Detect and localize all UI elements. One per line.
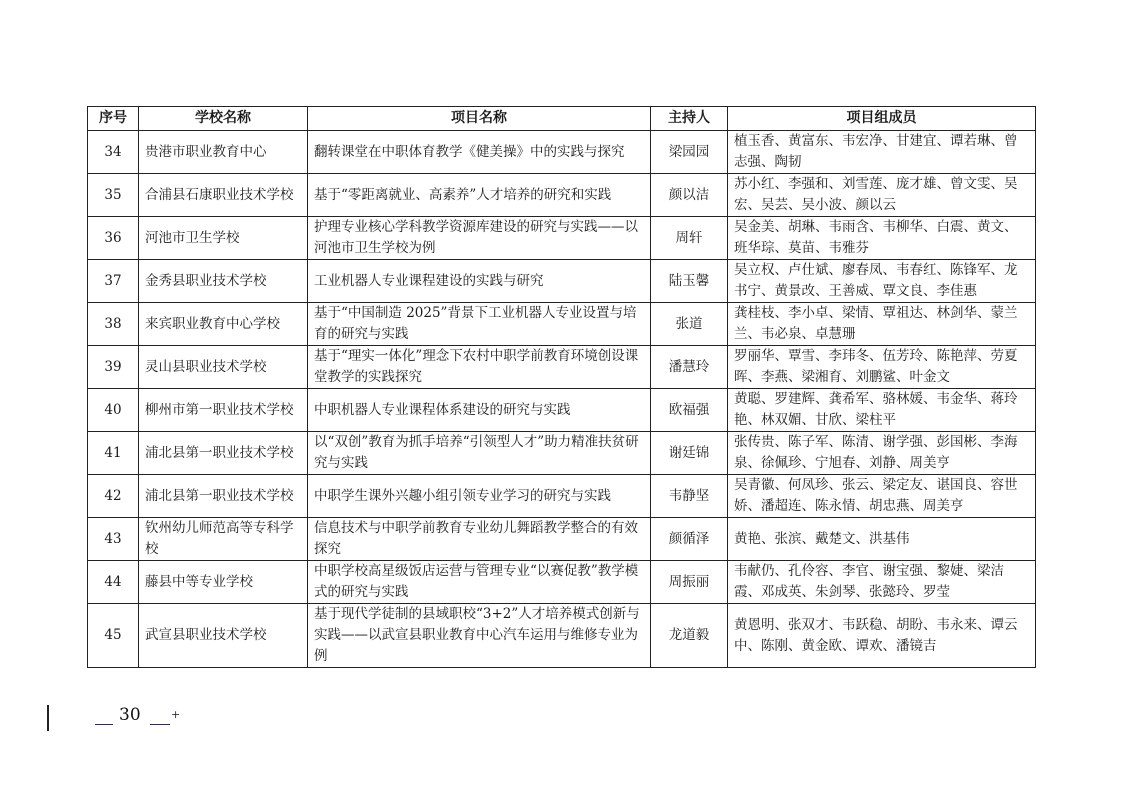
table-row [88,217,1036,260]
cell-project [308,389,651,432]
cell-host: 谢廷锦 [651,432,728,475]
cell-no: 37 [88,260,139,303]
cell-project [308,174,651,217]
school-text: 贵港市职业教育中心 [145,143,267,160]
project-text: 基于“理实一体化”理念下农村中职学前教育环境创设课堂教学的实践探究 [314,348,639,385]
members-text: 韦献仍、孔伶容、李官、谢宝强、黎婕、梁洁霞、邓成英、朱剑琴、张懿玲、罗莹 [734,563,1004,600]
cell-host: 周轩 [651,217,728,260]
school-text: 浦北县第一职业技术学校 [145,487,294,504]
cell-school [139,131,308,174]
table-header-row [88,107,1036,131]
table-row [88,346,1036,389]
project-text: 信息技术与中职学前教育专业幼儿舞蹈教学整合的有效探究 [314,520,638,557]
table-row [88,432,1036,475]
cell-host: 潘慧玲 [651,346,728,389]
project-text: 中职机器人专业课程体系建设的研究与实践 [314,401,571,418]
cell-no: 44 [88,561,139,604]
cell-project [308,346,651,389]
cell-host: 陆玉馨 [651,260,728,303]
cell-members [728,389,1036,432]
table-row [88,518,1036,561]
cell-members [728,217,1036,260]
members-text: 吴金美、胡琳、韦雨含、韦柳华、白震、黄文、班华琮、莫苗、韦雅芬 [734,219,1018,256]
cell-school [139,303,308,346]
project-text: 护理专业核心学科教学资源库建设的研究与实践——以河池市卫生学校为例 [314,219,638,256]
school-text: 藤县中等专业学校 [145,573,253,590]
cell-school [139,432,308,475]
cell-school [139,475,308,518]
members-text: 吴青徽、何凤珍、张云、梁定友、谌国良、容世娇、潘超连、陈永情、胡忠燕、周美亨 [734,477,1018,514]
members-text: 黄艳、张滨、戴楚文、洪基伟 [734,530,910,547]
cell-school [139,389,308,432]
school-text: 河池市卫生学校 [145,229,240,246]
cell-school [139,217,308,260]
school-text: 钦州幼儿师范高等专科学校 [145,520,294,557]
project-text: 基于“零距离就业、高素养”人才培养的研究和实践 [314,186,612,203]
members-text: 罗丽华、覃雪、李玮冬、伍芳玲、陈艳萍、劳夏晖、李燕、梁湘育、刘鹏鲨、叶金文 [734,348,1018,385]
cell-no: 43 [88,518,139,561]
project-text: 以“双创”教育为抓手培养“引领型人才”助力精准扶贫研究与实践 [314,434,639,471]
cell-project [308,518,651,561]
cell-no: 45 [88,604,139,668]
cell-members [728,303,1036,346]
cell-project [308,303,651,346]
page-number: 30 [119,705,141,725]
cell-host: 龙道毅 [651,604,728,668]
cell-no: 36 [88,217,139,260]
project-text: 中职学生课外兴趣小组引领专业学习的研究与实践 [314,487,611,504]
members-table [87,106,1036,668]
cell-no: 39 [88,346,139,389]
members-text: 张传贵、陈子军、陈清、谢学强、彭国彬、李海泉、徐佩珍、宁旭春、刘静、周美亨 [734,434,1018,471]
project-text: 工业机器人专业课程建设的实践与研究 [314,272,544,289]
members-text: 黄聪、罗建辉、龚希军、骆林媛、韦金华、蒋玲艳、林双媚、甘欣、梁柱平 [734,391,1018,428]
page-footer [0,700,300,740]
table-row [88,561,1036,604]
cell-project [308,432,651,475]
header-host: 主持人 [651,107,728,131]
table-body [88,131,1036,668]
school-text: 合浦县石康职业技术学校 [145,186,294,203]
header-no: 序号 [88,107,139,131]
header-school: 学校名称 [139,107,308,131]
cell-school [139,260,308,303]
cell-school [139,346,308,389]
cell-members [728,475,1036,518]
cell-host: 颜循泽 [651,518,728,561]
school-text: 来宾职业教育中心学校 [145,315,280,332]
table-row [88,260,1036,303]
table-row [88,389,1036,432]
cell-school [139,174,308,217]
table-row [88,604,1036,668]
cell-project [308,604,651,668]
project-text: 翻转课堂在中职体育教学《健美操》中的实践与探究 [314,143,625,160]
header-members: 项目组成员 [728,107,1036,131]
header-project: 项目名称 [308,107,651,131]
cell-no: 38 [88,303,139,346]
school-text: 柳州市第一职业技术学校 [145,401,294,418]
table-row [88,131,1036,174]
cell-host: 周振丽 [651,561,728,604]
project-text: 基于现代学徒制的县域职校“3+2”人才培养模式创新与实践——以武宣县职业教育中心汽车运用与维修专业为例 [314,606,640,664]
table-row [88,303,1036,346]
project-text: 基于“中国制造 2025”背景下工业机器人专业设置与培育的研究与实践 [314,305,637,342]
school-text: 浦北县第一职业技术学校 [145,444,294,461]
cell-no: 40 [88,389,139,432]
cell-members [728,561,1036,604]
cell-members [728,131,1036,174]
cell-project [308,260,651,303]
cell-host: 韦静坚 [651,475,728,518]
members-text: 吴立权、卢仕斌、廖春凤、韦春红、陈锋军、龙书宁、黄景改、王善威、覃文良、李佳惠 [734,262,1018,299]
cell-project [308,131,651,174]
cell-members [728,174,1036,217]
plus-icon: + [171,708,181,721]
cell-project [308,217,651,260]
cell-members [728,432,1036,475]
cell-members [728,604,1036,668]
members-text: 植玉香、黄富东、韦宏净、甘建宜、谭若琳、曾志强、陶韧 [734,133,1018,170]
cell-school [139,518,308,561]
cell-school [139,561,308,604]
cell-no: 42 [88,475,139,518]
cell-school [139,604,308,668]
cell-host: 梁园园 [651,131,728,174]
cell-project [308,561,651,604]
cell-host: 欧福强 [651,389,728,432]
cell-no: 35 [88,174,139,217]
table-row [88,174,1036,217]
cell-host: 颜以洁 [651,174,728,217]
table-row [88,475,1036,518]
cell-host: 张道 [651,303,728,346]
members-text: 黄恩明、张双才、韦跃稳、胡盼、韦永来、谭云中、陈刚、黄金欧、谭欢、潘镜吉 [734,616,1018,654]
margin-bar [47,705,49,731]
cell-no: 41 [88,432,139,475]
cell-members [728,346,1036,389]
page-number-dash-right [150,724,170,725]
members-text: 苏小红、李强和、刘雪莲、庞才雄、曾文雯、吴宏、吴芸、吴小波、颜以云 [734,176,1018,213]
members-text: 龚桂枝、李小卓、梁情、覃祖达、林剑华、蒙兰兰、韦必泉、卓慧珊 [734,305,1018,342]
cell-project [308,475,651,518]
school-text: 灵山县职业技术学校 [145,358,267,375]
school-text: 武宣县职业技术学校 [145,627,267,643]
project-text: 中职学校高星级饭店运营与管理专业“以赛促教”教学模式的研究与实践 [314,563,639,600]
school-text: 金秀县职业技术学校 [145,272,267,289]
page-number-dash-left [95,724,113,725]
members-table-container [87,106,1035,668]
cell-no: 34 [88,131,139,174]
cell-members [728,518,1036,561]
cell-members [728,260,1036,303]
